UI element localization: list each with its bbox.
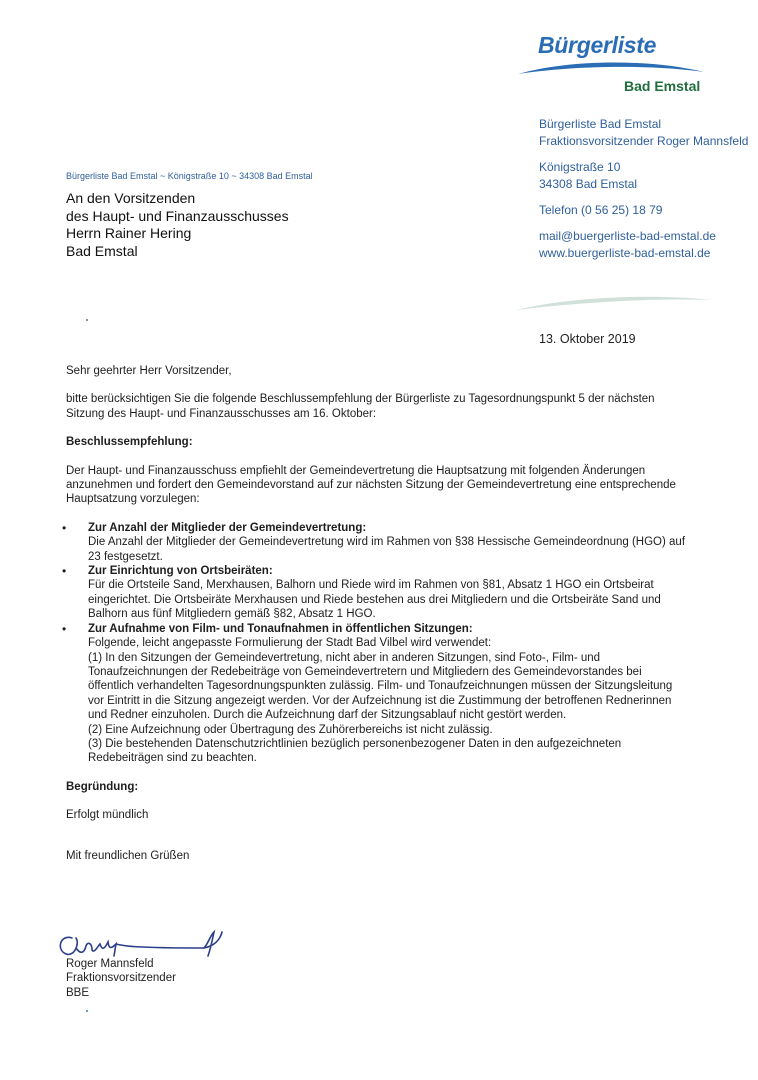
logo-swoosh-icon — [516, 58, 706, 80]
intro-paragraph: bitte berücksichtigen Sie die folgende Beschlussempfehlung der Bürgerliste zu Tagesordnungspunkt 5 der nächsten Sitzung des Haupt- und Finanzausschusses am 16. Oktober: — [66, 393, 655, 420]
sender-web: www.buergerliste-bad-emstal.de — [539, 246, 711, 260]
return-address: Bürgerliste Bad Emstal ~ Königstraße 10 ~ 34308 Bad Emstal — [66, 171, 313, 181]
addressee-line: Bad Emstal — [66, 242, 138, 259]
letter-date: 13. Oktober 2019 — [539, 332, 636, 346]
sender-person: Fraktionsvorsitzender Roger Mannsfeld — [539, 134, 749, 148]
sender-phone: Telefon (0 56 25) 18 79 — [539, 203, 663, 217]
reason-paragraph: Erfolgt mündlich — [66, 809, 149, 822]
addressee-line: An den Vorsitzenden — [66, 190, 196, 206]
signer-name: Roger Mannsfeld — [66, 958, 154, 970]
list-item-text: Die Anzahl der Mitglieder der Gemeindevertretung wird im Rahmen von §38 Hessische Gemeindeordnung (HGO) auf 23 festgesetzt. — [88, 536, 686, 563]
addressee-line: Herrn Rainer Hering — [66, 225, 192, 241]
list-item-title: • Zur Einrichtung von Ortsbeiräten: — [88, 565, 273, 578]
list-item — [66, 622, 686, 766]
list-item-title: • Zur Anzahl der Mitglieder der Gemeindevertretung: — [88, 521, 367, 534]
list-item-subclause: (3) Die bestehenden Datenschutzrichtlinien bezüglich personenbezogener Daten in den aufgezeichneten Redebeiträgen sind zu beachten. — [88, 737, 622, 765]
list-item-title: • Zur Aufnahme von Film- und Tonaufnahmen in öffentlichen Sitzungen: — [88, 622, 473, 635]
recommendation-paragraph: Der Haupt- und Finanzausschuss empfiehlt der Gemeindevertretung die Hauptsatzung mit folgenden Änderungen anzunehmen und fordert den Gemeindevorstand auf zur nächsten Sitzung der Gemeindevertretung eine entsprechende Hauptsatzung vorzulegen: — [66, 464, 676, 506]
logo-title: Bürgerliste — [538, 32, 657, 58]
recommendation-list — [66, 521, 686, 766]
sender-org: Bürgerliste Bad Emstal — [539, 117, 662, 131]
heading-begruendung: Begründung: — [66, 780, 139, 793]
scan-dot — [86, 319, 88, 321]
list-item-text: Für die Ortsteile Sand, Merxhausen, Balhorn und Riede wird im Rahmen von §81, Absatz 1 HGO ein Ortsbeirat eingerichtet. Die Ortsbeiräte Merxhausen und Riede bestehen aus drei Mitgliedern und die Ortsbeiräte Sand und Balhorn aus fünf Mitgliedern gemäß §82, Absatz 1 HGO. — [88, 579, 661, 621]
signer-title: Fraktionsvorsitzender — [66, 972, 176, 985]
scan-dot — [86, 1010, 88, 1012]
logo-subtitle: Bad Emstal — [624, 78, 701, 94]
list-item-subclause: (2) Eine Aufzeichnung oder Übertragung des Zuhörerbereichs ist nicht zulässig. — [88, 723, 493, 736]
list-item — [66, 521, 686, 564]
decorative-swoosh-icon — [514, 292, 714, 314]
letter-body — [66, 364, 686, 863]
addressee-block — [66, 190, 289, 260]
signer-org: BBE — [66, 986, 90, 999]
sender-email: mail@buergerliste-bad-emstal.de — [539, 229, 716, 243]
salutation: Sehr geehrter Herr Vorsitzender, — [66, 365, 232, 377]
sender-city: 34308 Bad Emstal — [539, 177, 638, 191]
sender-block — [539, 116, 748, 262]
heading-beschlussempfehlung: Beschlussempfehlung: — [66, 436, 193, 449]
list-item — [66, 564, 686, 622]
signature-block — [66, 957, 176, 1000]
list-item-subclause: (1) In den Sitzungen der Gemeindevertretung, nicht aber in anderen Sitzungen, sind Foto-, Film- und Tonaufzeichnungen der Redebeiträge von Gemeindevertretern und Mitgliedern des Gemeindevorstandes bei öffentlich verhandelten Tagesordnungspunkten zulässig. Film- und Tonaufzeichnungen müssen der Sitzungsleitung vor Eintritt in die Sitzung angezeigt werden. Vor der Aufzeichnung ist die Zustimmung der betroffenen Rednerinnen und Redner einzuholen. Durch die Aufzeichnung darf der Sitzungsablauf nicht gestört werden. — [88, 651, 673, 722]
addressee-line: des Haupt- und Finanzausschusses — [66, 207, 289, 224]
sender-street: Königstraße 10 — [539, 160, 621, 174]
list-item-text: Folgende, leicht angepasste Formulierung der Stadt Bad Vilbel wird verwendet: — [88, 637, 492, 650]
closing: Mit freundlichen Grüßen — [66, 849, 190, 862]
